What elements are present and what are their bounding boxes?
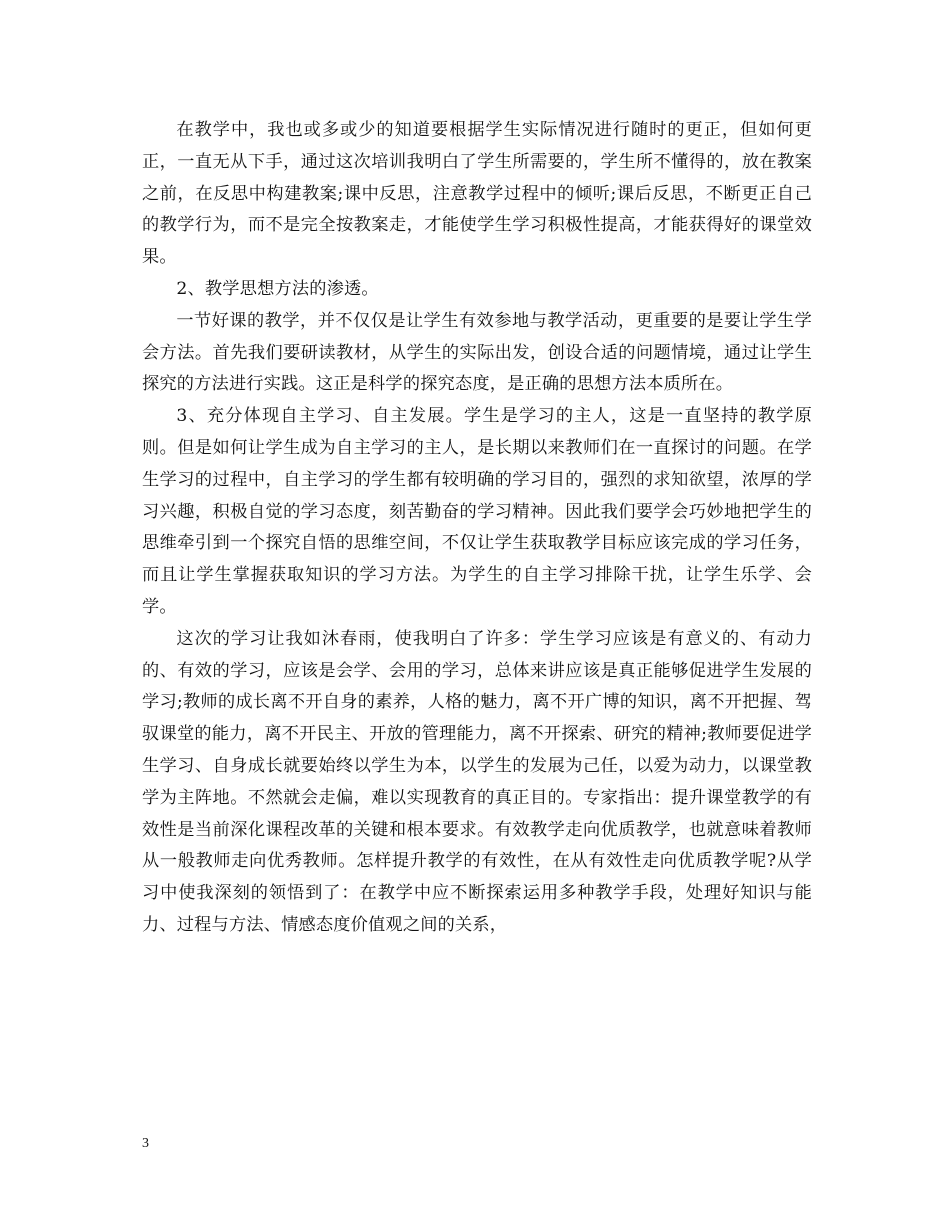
paragraph-reflection: 在教学中，我也或多或少的知道要根据学生实际情况进行随时的更正，但如何更正，一直无从下手，通过这次培训我明白了学生所需要的，学生所不懂得的，放在教案之前，在反思中构建教案;课中反思，注意教学过程中的倾听;课后反思，不断更正自己的教学行为，而不是完全按教案走，才能使学生学习积极性提高，才能获得好的课堂效果。 bbox=[142, 120, 812, 268]
heading-thinking-methods: 2、教学思想方法的渗透。 bbox=[176, 278, 379, 299]
document-body bbox=[142, 115, 812, 942]
paragraph-learning-summary: 这次的学习让我如沐春雨，使我明白了许多：学生学习应该是有意义的、有动力的、有效的学习，应该是会学、会用的学习，总体来讲应该是真正能够促进学生发展的学习;教师的成长离不开自身的素养，人格的魅力，离不开广博的知识，离不开把握、驾驭课堂的能力，离不开民主、开放的管理能力，离不开探索、研究的精神;教师要促进学生学习、自身成长就要始终以学生为本，以学生的发展为己任，以爱为动力，以课堂教学为主阵地。不然就会走偏，难以实现教育的真正目的。专家指出：提升课堂教学的有效性是当前深化课程改革的关键和根本要求。有效教学走向优质教学，也就意味着教师从一般教师走向优秀教师。怎样提升教学的有效性，在从有效性走向优质教学呢?从学习中使我深刻的领悟到了：在教学中应不断探索运用多种教学手段，处理好知识与能力、过程与方法、情感态度价值观之间的关系， bbox=[142, 628, 812, 935]
page-number: 3 bbox=[142, 1136, 149, 1151]
paragraph-good-lesson: 一节好课的教学，并不仅仅是让学生有效参地与教学活动，更重要的是要让学生学会方法。首先我们要研读教材，从学生的实际出发，创设合适的问题情境，通过让学生探究的方法进行实践。这正是科学的探究态度，是正确的思想方法本质所在。 bbox=[142, 310, 812, 395]
paragraph-autonomous-learning: 3、充分体现自主学习、自主发展。学生是学习的主人，这是一直坚持的教学原则。但是如何让学生成为自主学习的主人，是长期以来教师们在一直探讨的问题。在学生学习的过程中，自主学习的学生都有较明确的学习目的，强烈的求知欲望，浓厚的学习兴趣，积极自觉的学习态度，刻苦勤奋的学习精神。因此我们要学会巧妙地把学生的思维牵引到一个探究自悟的思维空间，不仅让学生获取教学目标应该完成的学习任务，而且让学生掌握获取知识的学习方法。为学生的自主学习排除干扰，让学生乐学、会学。 bbox=[142, 406, 812, 617]
